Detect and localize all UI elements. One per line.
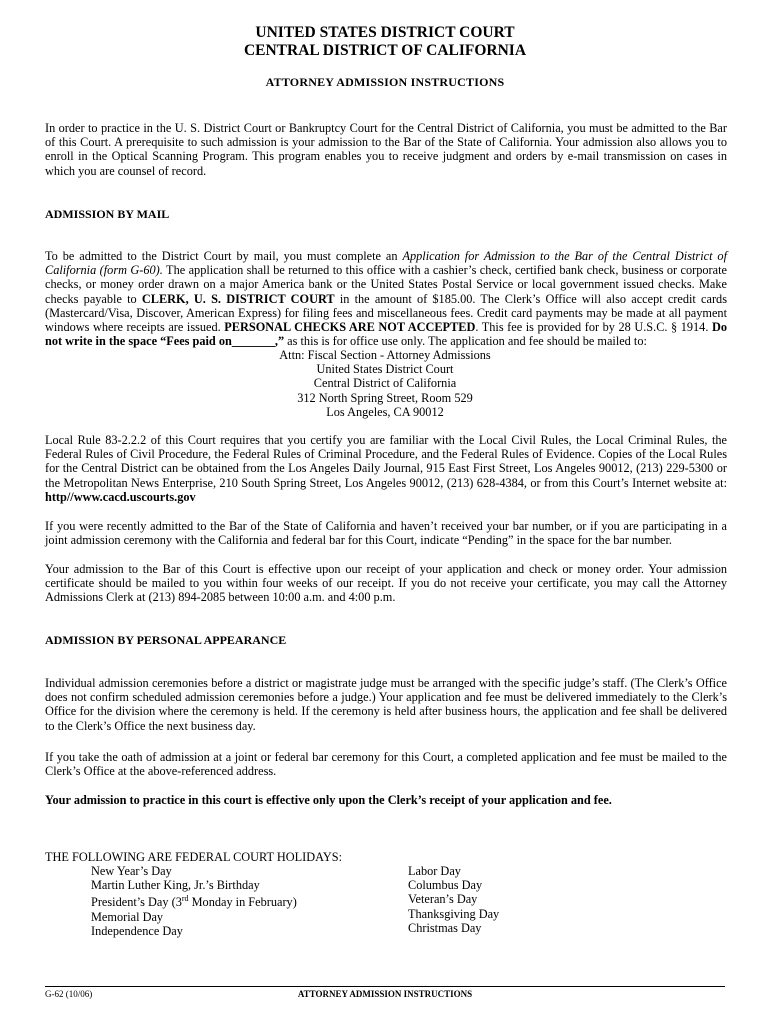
local-rules-paragraph: Local Rule 83-2.2.2 of this Court requires that you certify you are familiar with the Local Civil Rules, the Local Criminal Rules, the Federal Rules of Civil Procedure, the Federal Rules of Criminal Procedure, and the Federal Rules of Evidence. Copies of the Local Rules for the Central District can be obtained from the Los Angeles Daily Journal, 915 East First Street, Los Angeles 90012, (213) 229-5300 or the Metropolitan News Enterprise, 210 South Spring Street, Los Angeles 90012, (213) 628-4384, or from this Court’s Internet website at: http//www.cacd.uscourts.gov [45,433,727,504]
holiday-item: Thanksgiving Day [408,906,500,921]
ceremony-paragraph: Individual admission ceremonies before a district or magistrate judge must be arranged with the specific judge’s staff. (The Clerk’s Office does not confirm scheduled admission ceremonies before a judge.) Your application and fee must be delivered immediately to the Clerk’s Office for the division where the ceremony is held. If the ceremony is held after business hours, the application and fee shall be delivered to the Clerk’s Office the next business day. [45,676,727,733]
holidays-list-right [408,864,499,935]
document-title: ATTORNEY ADMISSION INSTRUCTIONS [265,75,505,89]
holiday-item: Martin Luther King, Jr.’s Birthday [91,878,260,893]
mail-paragraph-fees: To be admitted to the District Court by mail, you must complete an Application for Admission to the Bar of the Central District of California (form G-60). The application shall be returned to this office with a cashier’s check, certified bank check, business or corporate checks, or money order drawn on a major America bank or the United States Postal Service or local government issued checks. Make checks payable to CLERK, U. S. DISTRICT COURT in the amount of $185.00. The Clerk’s Office will also accept credit cards (Mastercard/Visa, Discover, American Express) for filing fees and miscellaneous fees. Credit card payments may be made at all payment windows where receipts are issued. PERSONAL CHECKS ARE NOT ACCEPTED. This fee is provided for by 28 U.S.C. § 1914. Do not write in the space “Fees paid on_______,” as this is for office use only. The application and fee should be mailed to: [45,249,727,349]
holidays-list-left [91,864,297,938]
holidays-title: THE FOLLOWING ARE FEDERAL COURT HOLIDAYS: [45,850,343,864]
no-personal-checks-notice: PERSONAL CHECKS ARE NOT ACCEPTED [224,320,476,335]
address-line: Central District of California [313,376,457,391]
personal-appearance-heading: ADMISSION BY PERSONAL APPEARANCE [45,633,287,647]
footer-divider [45,986,725,987]
footer-title: ATTORNEY ADMISSION INSTRUCTIONS [297,989,473,999]
holiday-item: Christmas Day [408,920,482,935]
payee-name: CLERK, U. S. DISTRICT COURT [141,291,335,306]
holiday-item: President’s Day (3rd Monday in February) [91,894,297,910]
effective-admission-paragraph: Your admission to the Bar of this Court is effective upon our receipt of your application and check or money order. Your admission certificate should be mailed to you within four weeks of our receipt. If you do not receive your certificate, you may call the Attorney Admissions Clerk at (213) 894-2085 between 10:00 a.m. and 4:00 p.m. [45,562,727,605]
address-line: Attn: Fiscal Section - Attorney Admissions [279,348,491,362]
pending-bar-number-paragraph: If you were recently admitted to the Bar of the State of California and haven’t received your bar number, or if you are participating in a joint admission ceremony with the California and federal bar for this Court, indicate “Pending” in the space for the bar number. [45,519,727,548]
holiday-item: Memorial Day [91,909,164,924]
joint-ceremony-paragraph: If you take the oath of admission at a joint or federal bar ceremony for this Court, a completed application and fee must be mailed to the Clerk’s Office at the above-referenced address. [45,750,727,779]
court-name: UNITED STATES DISTRICT COURT [255,24,515,41]
court-website-link[interactable]: http//www.cacd.uscourts.gov [45,489,196,504]
application-form-name: Application for Admission to the Bar of the Central District of California (form G-60). [45,249,727,278]
address-line: United States District Court [316,362,454,377]
district-name: CENTRAL DISTRICT OF CALIFORNIA [243,42,527,59]
form-number: G-62 (10/06) [45,989,93,999]
holiday-item: Labor Day [408,864,461,878]
mail-heading: ADMISSION BY MAIL [45,207,170,221]
mailing-address [0,348,770,419]
address-line: 312 North Spring Street, Room 529 [297,390,473,405]
effective-only-notice: Your admission to practice in this court is effective only upon the Clerk’s receipt of your application and fee. [45,793,612,807]
do-not-write-notice: Do not write in the space “Fees paid on_______,” [45,320,727,349]
holiday-item: Independence Day [91,923,183,938]
holiday-item: Columbus Day [408,878,483,893]
address-line: Los Angeles, CA 90012 [326,404,444,419]
holiday-item: New Year’s Day [91,864,172,878]
holiday-item: Veteran’s Day [408,892,478,907]
intro-paragraph: In order to practice in the U. S. District Court or Bankruptcy Court for the Central District of California, you must be admitted to the Bar of this Court. A prerequisite to such admission is your admission to the Bar of the State of California. Your admission also allows you to enroll in the Optical Scanning Program. This program enables you to receive judgment and orders by e-mail transmission on cases in which you are counsel of record. [45,121,727,178]
